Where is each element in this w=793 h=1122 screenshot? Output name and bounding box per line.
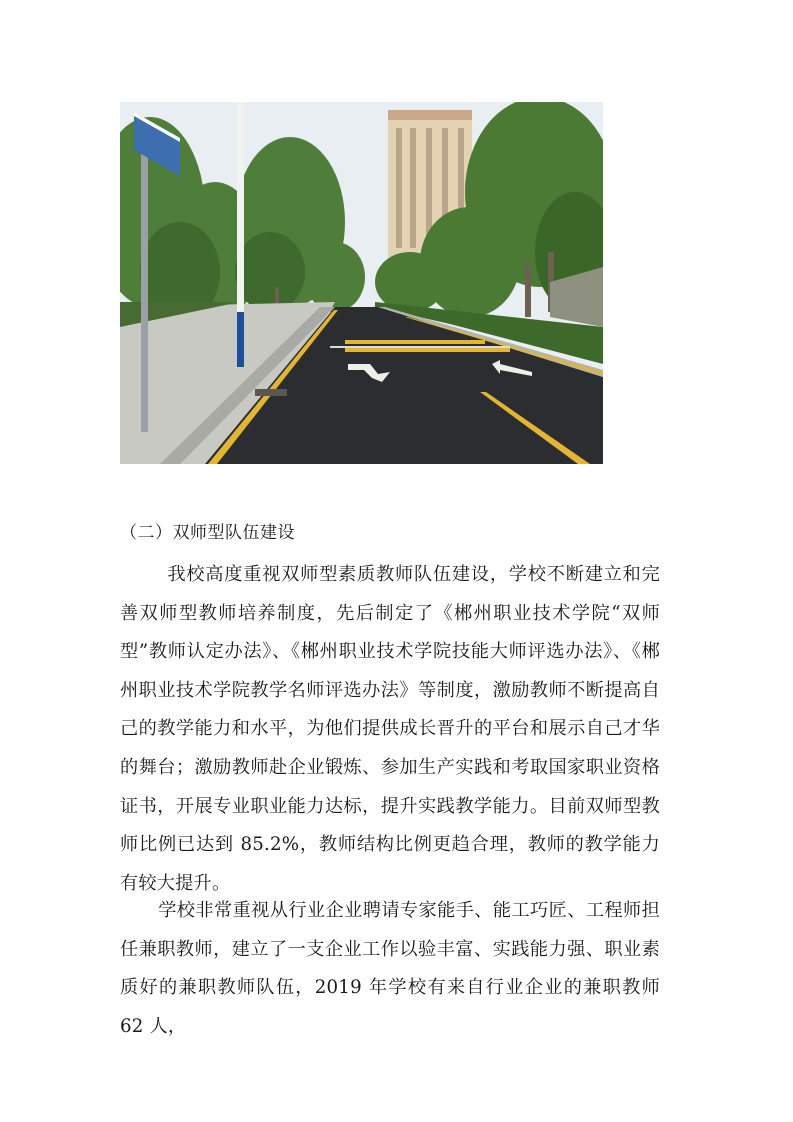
paragraph-double-qualified-teachers: 我校高度重视双师型素质教师队伍建设，学校不断建立和完善双师型教师培养制度，先后制定了《郴州职业技术学院“双师型”教师认定办法》、《郴州职业技术学院技能大师评选办法》、《郴州职业技术学院教学名师评选办法》等制度，激励教师不断提高自己的教学能力和水平，为他们提供成长晋升的平台和展示自己才华的舞台；激励教师赴企业锻炼、参加生产实践和考取国家职业资格证书，开展专业职业能力达标，提升实践教学能力。目前双师型教师比例已达到 85.2%，教师结构比例更趋合理，教师的教学能力有较大提升。 — [120, 564, 660, 894]
paragraph-part-time-teachers: 学校非常重视从行业企业聘请专家能手、能工巧匠、工程师担任兼职教师，建立了一支企业工作以验丰富、实践能力强、职业素质好的兼职教师队伍，2019 年学校有来自行业企业的兼职教师 62 人， — [120, 900, 660, 1037]
section-heading: （二）双师型队伍建设 — [120, 523, 295, 543]
campus-road-photo — [120, 102, 603, 464]
